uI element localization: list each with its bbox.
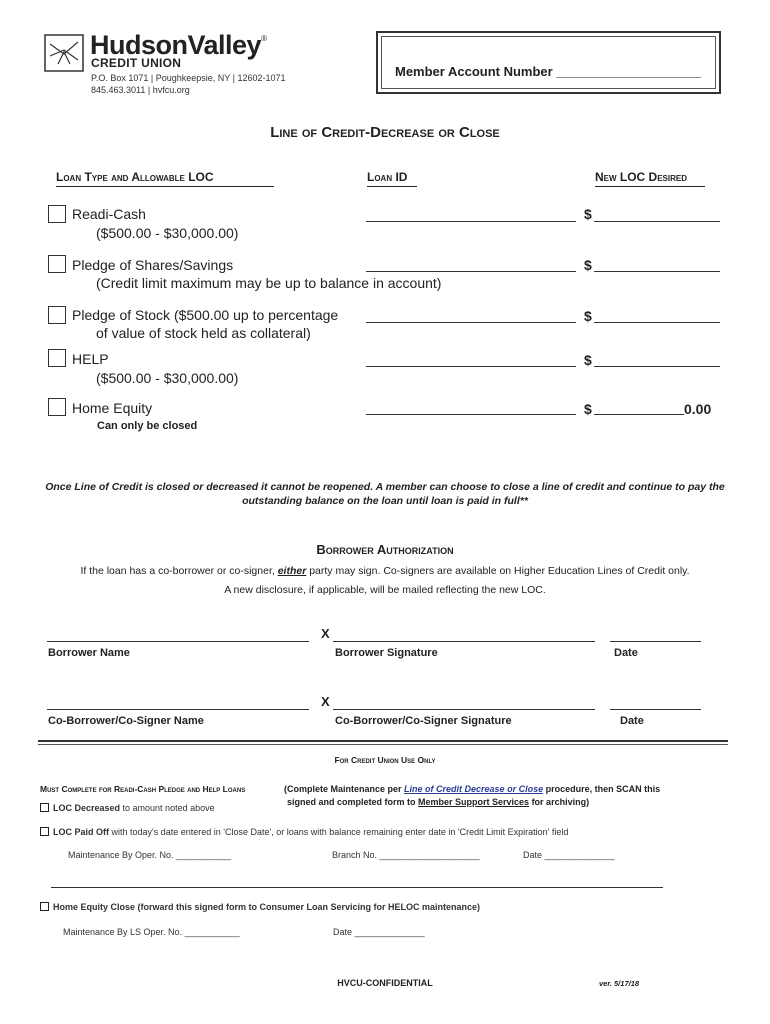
version-label: ver. 5/17/18 [599, 979, 640, 988]
member-account-box [376, 31, 721, 94]
column-header-loan-id: Loan ID [367, 170, 408, 184]
hvcu-logo-icon [44, 34, 84, 72]
home-equity-close-option[interactable]: Home Equity Close (forward this signed form to Consumer Loan Servicing for HELOC maintenance) [40, 902, 480, 912]
ls-date-field[interactable]: Date ______________ [333, 927, 425, 937]
coborrower-date-label: Date [620, 715, 644, 727]
pledge-shares-label: Pledge of Shares/Savings [72, 257, 234, 273]
help-checkbox[interactable] [48, 349, 66, 367]
coborrower-signature-field[interactable] [333, 709, 595, 710]
readi-cash-loan-id-field[interactable] [366, 221, 576, 222]
home-equity-checkbox[interactable] [48, 398, 66, 416]
coborrower-name-label: Co-Borrower/Co-Signer Name [48, 715, 204, 727]
pledge-stock-dollar: $ [584, 308, 592, 324]
member-account-field[interactable]: Member Account Number ____________________ [395, 64, 701, 79]
borrower-name-label: Borrower Name [48, 647, 130, 659]
org-address: P.O. Box 1071 | Poughkeepsie, NY | 12602-1071 [91, 73, 286, 83]
form-title: Line of Credit-Decrease or Close [270, 124, 500, 141]
maintenance-instructions-2: signed and completed form to Member Support Services for archiving) [287, 797, 590, 807]
maintenance-oper-field[interactable]: Maintenance By Oper. No. ___________ [68, 850, 232, 860]
home-equity-new-loc-value: 0.00 [684, 401, 712, 417]
pledge-shares-dollar: $ [584, 257, 592, 273]
help-label: HELP [72, 351, 109, 367]
internal-use-title: For Credit Union Use Only [334, 755, 436, 765]
must-complete-label: Must Complete for Readi-Cash Pledge and Help Loans [40, 784, 246, 794]
readi-cash-checkbox[interactable] [48, 205, 66, 223]
branch-field[interactable]: Branch No. ____________________ [332, 850, 480, 860]
readi-cash-range: ($500.00 - $30,000.00) [96, 225, 239, 241]
coborrower-signature-label: Co-Borrower/Co-Signer Signature [335, 715, 512, 727]
close-notice: Once Line of Credit is closed or decreased it cannot be reopened. A member can choose to close a line of credit and continue to pay the outstanding balance on the loan until loan is paid in full** [45, 481, 725, 507]
home-equity-dollar: $ [584, 401, 592, 417]
coborrower-name-field[interactable] [47, 709, 309, 710]
coborrower-date-field[interactable] [610, 709, 701, 710]
pledge-shares-checkbox[interactable] [48, 255, 66, 273]
internal-separator [51, 887, 663, 888]
pledge-shares-loan-id-field[interactable] [366, 271, 576, 272]
home-equity-label: Home Equity [72, 400, 153, 416]
pledge-stock-loan-id-field[interactable] [366, 322, 576, 323]
borrower-name-field[interactable] [47, 641, 309, 642]
readi-cash-dollar: $ [584, 206, 592, 222]
confidential-label: HVCU-CONFIDENTIAL [337, 978, 433, 988]
borrower-x-mark: X [321, 626, 330, 641]
authorization-note-1: If the loan has a co-borrower or co-signer, either party may sign. Co-signers are available on Higher Education Lines of Credit only. [80, 565, 690, 577]
help-dollar: $ [584, 352, 592, 368]
pledge-stock-note: of value of stock held as collateral) [96, 325, 311, 341]
home-equity-close-checkbox[interactable] [40, 902, 49, 911]
org-contact: 845.463.3011 | hvfcu.org [91, 85, 190, 95]
loc-decreased-checkbox[interactable] [40, 803, 49, 812]
pledge-stock-label: Pledge of Stock ($500.00 up to percentage [72, 307, 339, 323]
home-equity-loan-id-field[interactable] [366, 414, 576, 415]
org-name: HudsonValley® [90, 30, 267, 60]
help-range: ($500.00 - $30,000.00) [96, 370, 239, 386]
borrower-date-label: Date [614, 647, 638, 659]
column-header-new-loc: New LOC Desired [595, 170, 688, 184]
readi-cash-new-loc-field[interactable] [594, 221, 720, 222]
help-loan-id-field[interactable] [366, 366, 576, 367]
maintenance-instructions: (Complete Maintenance per Line of Credit Decrease or Close procedure, then SCAN this [284, 784, 661, 794]
section-divider [38, 740, 728, 742]
pledge-stock-checkbox[interactable] [48, 306, 66, 324]
pledge-stock-new-loc-field[interactable] [594, 322, 720, 323]
borrower-authorization-title: Borrower Authorization [316, 542, 454, 557]
procedure-link[interactable]: Line of Credit Decrease or Close [404, 784, 544, 794]
borrower-signature-label: Borrower Signature [335, 647, 438, 659]
authorization-note-2: A new disclosure, if applicable, will be mailed reflecting the new LOC. [224, 584, 546, 596]
loc-paid-off-option[interactable]: LOC Paid Off with today's date entered in 'Close Date', or loans with balance remaining enter date in 'Credit Limit Expiration' field [40, 827, 568, 837]
help-new-loc-field[interactable] [594, 366, 720, 367]
borrower-date-field[interactable] [610, 641, 701, 642]
coborrower-x-mark: X [321, 694, 330, 709]
readi-cash-label: Readi-Cash [72, 206, 146, 222]
member-support-link[interactable]: Member Support Services [418, 797, 530, 807]
loc-decreased-option[interactable]: LOC Decreased to amount noted above [40, 803, 215, 813]
column-header-loan-type: Loan Type and Allowable LOC [56, 170, 214, 184]
loc-paid-off-checkbox[interactable] [40, 827, 49, 836]
pledge-shares-note: (Credit limit maximum may be up to balance in account) [96, 275, 442, 291]
borrower-signature-field[interactable] [333, 641, 595, 642]
maintenance-date-field[interactable]: Date ______________ [523, 850, 615, 860]
org-subtitle: CREDIT UNION [91, 56, 182, 70]
home-equity-note: Can only be closed [97, 420, 198, 432]
ls-oper-field[interactable]: Maintenance By LS Oper. No. ___________ [63, 927, 240, 937]
section-divider-thin [38, 744, 728, 745]
pledge-shares-new-loc-field[interactable] [594, 271, 720, 272]
